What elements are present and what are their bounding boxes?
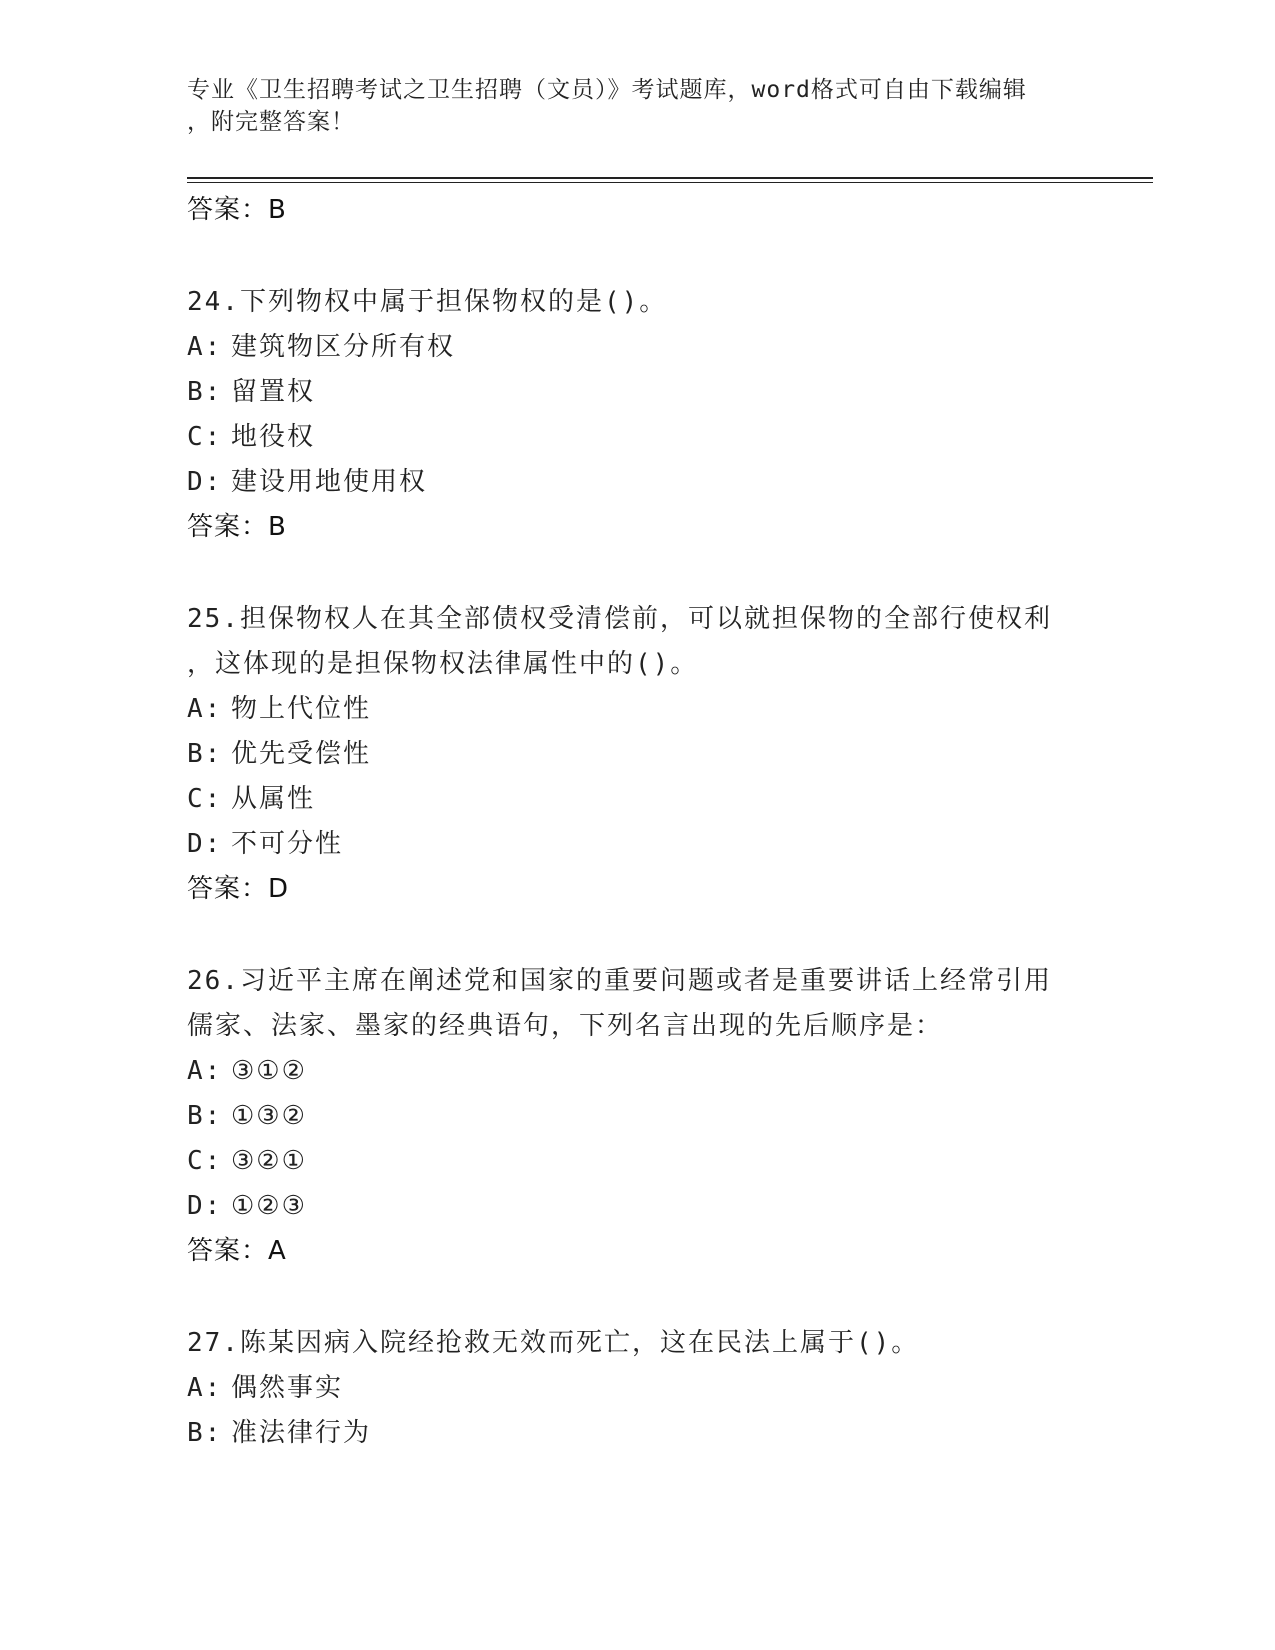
- option-b: [187, 370, 1087, 415]
- option-text: 物上代位性: [231, 694, 372, 724]
- option-a: [187, 1366, 1087, 1411]
- option-key: D:: [187, 1191, 223, 1221]
- option-text: ③①②: [231, 1056, 307, 1086]
- option-text: 建设用地使用权: [231, 467, 428, 497]
- option-a: [187, 1049, 1087, 1094]
- answer-line: 答案：B: [187, 195, 287, 225]
- option-key: B:: [187, 739, 223, 769]
- option-text: 留置权: [231, 377, 316, 407]
- option-key: A:: [187, 694, 223, 724]
- option-text: ①③②: [231, 1101, 307, 1131]
- question-list: [187, 188, 1087, 1456]
- option-c: [187, 1139, 1087, 1184]
- question-stem: [187, 280, 1087, 325]
- question-stem: [187, 1321, 1087, 1366]
- stem-line: 27.陈某因病入院经抢救无效而死亡，这在民法上属于()。: [187, 1328, 920, 1358]
- option-b: [187, 1411, 1087, 1456]
- option-text: 建筑物区分所有权: [231, 332, 456, 362]
- stem-line: 26.习近平主席在阐述党和国家的重要问题或者是重要讲话上经常引用: [187, 966, 1052, 996]
- option-a: [187, 325, 1087, 370]
- option-key: B:: [187, 1418, 223, 1448]
- header-line: 专业《卫生招聘考试之卫生招聘（文员）》考试题库，word格式可自由下载编辑: [187, 77, 1027, 103]
- option-key: A:: [187, 332, 223, 362]
- option-text: ③②①: [231, 1146, 307, 1176]
- option-text: 偶然事实: [231, 1373, 344, 1403]
- option-key: C:: [187, 1146, 223, 1176]
- stem-line: 儒家、法家、墨家的经典语句，下列名言出现的先后顺序是：: [187, 1011, 944, 1041]
- question-24: [187, 280, 1087, 549]
- option-key: D:: [187, 467, 223, 497]
- answer-line: 答案：A: [187, 1236, 287, 1266]
- option-key: A:: [187, 1056, 223, 1086]
- stem-line: ，这体现的是担保物权法律属性中的()。: [187, 649, 699, 679]
- answer-line: 答案：B: [187, 512, 287, 542]
- option-text: 不可分性: [231, 829, 344, 859]
- question-26: [187, 959, 1087, 1273]
- answer-line: 答案：D: [187, 874, 290, 904]
- option-a: [187, 687, 1087, 732]
- header-divider: [187, 177, 1153, 179]
- stem-line: 25.担保物权人在其全部债权受清偿前，可以就担保物的全部行使权利: [187, 604, 1052, 634]
- option-c: [187, 415, 1087, 460]
- option-text: 优先受偿性: [231, 739, 372, 769]
- question-27: [187, 1321, 1087, 1456]
- option-text: 准法律行为: [231, 1418, 372, 1448]
- option-b: [187, 1094, 1087, 1139]
- option-key: A:: [187, 1373, 223, 1403]
- header-line: ，附完整答案！: [187, 109, 355, 135]
- option-key: D:: [187, 829, 223, 859]
- option-d: [187, 460, 1087, 505]
- option-d: [187, 822, 1087, 867]
- option-text: ①②③: [231, 1191, 307, 1221]
- question-25: [187, 597, 1087, 911]
- option-text: 从属性: [231, 784, 316, 814]
- option-key: C:: [187, 422, 223, 452]
- question-stem: [187, 959, 1087, 1049]
- option-key: C:: [187, 784, 223, 814]
- document-header: [187, 74, 1067, 138]
- option-c: [187, 777, 1087, 822]
- option-d: [187, 1184, 1087, 1229]
- question-stem: [187, 597, 1087, 687]
- option-b: [187, 732, 1087, 777]
- option-key: B:: [187, 377, 223, 407]
- option-text: 地役权: [231, 422, 316, 452]
- stem-line: 24.下列物权中属于担保物权的是()。: [187, 287, 668, 317]
- option-key: B:: [187, 1101, 223, 1131]
- header-divider-thin: [187, 182, 1153, 183]
